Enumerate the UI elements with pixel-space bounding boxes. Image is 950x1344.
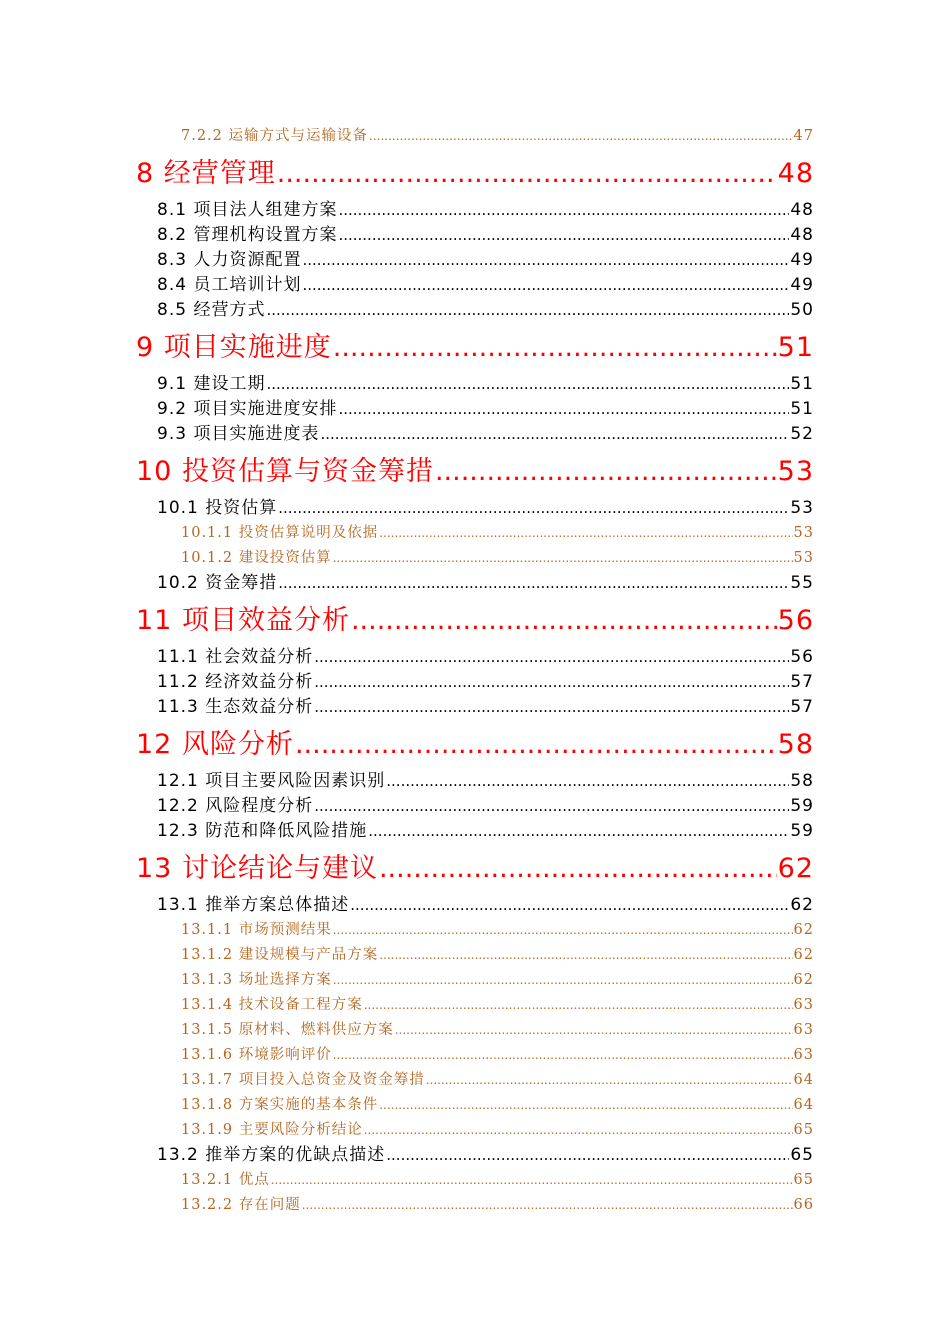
toc-page-number: 49 bbox=[790, 250, 814, 270]
toc-entry-title: 8.3 人力资源配置 bbox=[157, 250, 302, 270]
dot-leader bbox=[333, 546, 793, 571]
toc-subsection-entry[interactable] bbox=[136, 546, 814, 571]
toc-subsection-entry[interactable] bbox=[136, 1193, 814, 1218]
toc-section-entry[interactable] bbox=[136, 695, 814, 720]
toc-page-number: 62 bbox=[793, 947, 814, 963]
toc-section-entry[interactable] bbox=[136, 372, 814, 397]
dot-leader bbox=[338, 223, 789, 248]
toc-chapter-entry[interactable] bbox=[136, 720, 814, 769]
toc-subsection-entry[interactable] bbox=[136, 918, 814, 943]
toc-page-number: 49 bbox=[790, 275, 814, 295]
dot-leader bbox=[395, 1018, 793, 1043]
toc-section-entry[interactable] bbox=[136, 298, 814, 323]
toc-entry-title: 8 经营管理 bbox=[136, 158, 276, 189]
toc-entry-title: 7.2.2 运输方式与运输设备 bbox=[181, 128, 369, 144]
toc-page-number: 53 bbox=[793, 525, 814, 541]
toc-section-entry[interactable] bbox=[136, 1143, 814, 1168]
toc-entry-title: 11.1 社会效益分析 bbox=[157, 647, 314, 667]
dot-leader bbox=[320, 422, 789, 447]
toc-subsection-entry[interactable] bbox=[136, 1068, 814, 1093]
toc-entry-title: 13.2.2 存在问题 bbox=[181, 1197, 301, 1213]
toc-page-number: 65 bbox=[793, 1172, 814, 1188]
toc-entry-title: 10 投资估算与资金筹措 bbox=[136, 456, 434, 487]
toc-subsection-entry[interactable] bbox=[136, 521, 814, 546]
toc-subsection-entry[interactable] bbox=[136, 1118, 814, 1143]
toc-subsection-entry[interactable] bbox=[136, 1043, 814, 1068]
toc-page-number: 64 bbox=[793, 1072, 814, 1088]
toc-page-number: 51 bbox=[777, 332, 814, 363]
dot-leader bbox=[278, 571, 789, 596]
toc-entry-title: 9.3 项目实施进度表 bbox=[157, 424, 320, 444]
toc-entry-title: 13.1.6 环境影响评价 bbox=[181, 1047, 332, 1063]
dot-leader bbox=[351, 596, 777, 645]
toc-page-number: 62 bbox=[777, 853, 814, 884]
dot-leader bbox=[266, 298, 789, 323]
dot-leader bbox=[302, 1193, 793, 1218]
toc-entry-title: 12.2 风险程度分析 bbox=[157, 796, 314, 816]
toc-entry-title: 9.1 建设工期 bbox=[157, 374, 266, 394]
toc-entry-title: 8.4 员工培训计划 bbox=[157, 275, 302, 295]
toc-entry-title: 10.2 资金筹措 bbox=[157, 573, 278, 593]
dot-leader bbox=[435, 447, 777, 496]
toc-entry-title: 13.1.5 原材料、燃料供应方案 bbox=[181, 1022, 394, 1038]
toc-page-number: 53 bbox=[790, 498, 814, 518]
toc-entry-title: 13.2 推举方案的优缺点描述 bbox=[157, 1145, 386, 1165]
toc-entry-title: 13.1.9 主要风险分析结论 bbox=[181, 1122, 363, 1138]
dot-leader bbox=[314, 794, 789, 819]
toc-entry-title: 10.1.2 建设投资估算 bbox=[181, 550, 332, 566]
toc-page-number: 56 bbox=[777, 605, 814, 636]
toc-entry-title: 8.5 经营方式 bbox=[157, 300, 266, 320]
toc-page-number: 64 bbox=[793, 1097, 814, 1113]
toc-section-entry[interactable] bbox=[136, 273, 814, 298]
toc-page-number: 58 bbox=[790, 771, 814, 791]
dot-leader bbox=[314, 645, 789, 670]
toc-page-number: 55 bbox=[790, 573, 814, 593]
toc-page-number: 53 bbox=[777, 456, 814, 487]
dot-leader bbox=[333, 323, 777, 372]
dot-leader bbox=[271, 1168, 793, 1193]
toc-entry-title: 11 项目效益分析 bbox=[136, 605, 350, 636]
toc-entry-title: 13.1.2 建设规模与产品方案 bbox=[181, 947, 379, 963]
dot-leader bbox=[266, 372, 789, 397]
toc-page-number: 65 bbox=[790, 1145, 814, 1165]
toc-entry-title: 11.3 生态效益分析 bbox=[157, 697, 314, 717]
dot-leader bbox=[302, 273, 789, 298]
dot-leader bbox=[277, 149, 777, 198]
toc-page-number: 48 bbox=[790, 200, 814, 220]
toc-chapter-entry[interactable] bbox=[136, 323, 814, 372]
toc-page-number: 59 bbox=[790, 796, 814, 816]
toc-section-entry[interactable] bbox=[136, 819, 814, 844]
toc-section-entry[interactable] bbox=[136, 893, 814, 918]
toc-entry-title: 13 讨论结论与建议 bbox=[136, 853, 378, 884]
toc-section-entry[interactable] bbox=[136, 397, 814, 422]
toc-subsection-entry[interactable] bbox=[136, 124, 814, 149]
dot-leader bbox=[369, 124, 793, 149]
toc-page-number: 57 bbox=[790, 697, 814, 717]
toc-page-number: 56 bbox=[790, 647, 814, 667]
dot-leader bbox=[295, 720, 777, 769]
toc-entry-title: 8.1 项目法人组建方案 bbox=[157, 200, 338, 220]
dot-leader bbox=[379, 521, 792, 546]
toc-page-number: 50 bbox=[790, 300, 814, 320]
toc-entry-title: 8.2 管理机构设置方案 bbox=[157, 225, 338, 245]
toc-entry-title: 13.1.4 技术设备工程方案 bbox=[181, 997, 363, 1013]
toc-entry-title: 12.1 项目主要风险因素识别 bbox=[157, 771, 386, 791]
toc-section-entry[interactable] bbox=[136, 794, 814, 819]
toc-section-entry[interactable] bbox=[136, 198, 814, 223]
toc-chapter-entry[interactable] bbox=[136, 844, 814, 893]
toc-page-number: 62 bbox=[790, 895, 814, 915]
dot-leader bbox=[278, 496, 789, 521]
toc-page-number: 63 bbox=[793, 997, 814, 1013]
toc-page-number: 63 bbox=[793, 1022, 814, 1038]
dot-leader bbox=[350, 893, 789, 918]
dot-leader bbox=[338, 397, 789, 422]
toc-subsection-entry[interactable] bbox=[136, 1093, 814, 1118]
toc-page-number: 48 bbox=[777, 158, 814, 189]
dot-leader bbox=[379, 1093, 792, 1118]
toc-entry-title: 10.1.1 投资估算说明及依据 bbox=[181, 525, 379, 541]
toc-section-entry[interactable] bbox=[136, 670, 814, 695]
toc-page-number: 48 bbox=[790, 225, 814, 245]
toc-section-entry[interactable] bbox=[136, 571, 814, 596]
toc-subsection-entry[interactable] bbox=[136, 968, 814, 993]
toc-subsection-entry[interactable] bbox=[136, 1168, 814, 1193]
toc-section-entry[interactable] bbox=[136, 496, 814, 521]
toc-page-number: 53 bbox=[793, 550, 814, 566]
table-of-contents bbox=[136, 124, 814, 1218]
dot-leader bbox=[386, 1143, 789, 1168]
toc-page-number: 57 bbox=[790, 672, 814, 692]
toc-section-entry[interactable] bbox=[136, 248, 814, 273]
toc-chapter-entry[interactable] bbox=[136, 447, 814, 496]
toc-section-entry[interactable] bbox=[136, 422, 814, 447]
toc-entry-title: 12.3 防范和降低风险措施 bbox=[157, 821, 368, 841]
toc-entry-title: 13.1.7 项目投入总资金及资金筹措 bbox=[181, 1072, 425, 1088]
toc-entry-title: 13.1.3 场址选择方案 bbox=[181, 972, 332, 988]
dot-leader bbox=[333, 918, 793, 943]
toc-chapter-entry[interactable] bbox=[136, 596, 814, 645]
dot-leader bbox=[426, 1068, 793, 1093]
toc-page-number: 62 bbox=[793, 972, 814, 988]
dot-leader bbox=[364, 993, 793, 1018]
dot-leader bbox=[314, 695, 789, 720]
dot-leader bbox=[333, 968, 793, 993]
toc-page-number: 52 bbox=[790, 424, 814, 444]
toc-entry-title: 13.1 推举方案总体描述 bbox=[157, 895, 350, 915]
toc-page-number: 65 bbox=[793, 1122, 814, 1138]
toc-entry-title: 13.1.1 市场预测结果 bbox=[181, 922, 332, 938]
toc-subsection-entry[interactable] bbox=[136, 1018, 814, 1043]
dot-leader bbox=[386, 769, 789, 794]
dot-leader bbox=[379, 943, 792, 968]
toc-entry-title: 10.1 投资估算 bbox=[157, 498, 278, 518]
toc-page-number: 58 bbox=[777, 729, 814, 760]
toc-entry-title: 12 风险分析 bbox=[136, 729, 294, 760]
toc-chapter-entry[interactable] bbox=[136, 149, 814, 198]
toc-entry-title: 13.1.8 方案实施的基本条件 bbox=[181, 1097, 379, 1113]
toc-page-number: 51 bbox=[790, 374, 814, 394]
toc-page-number: 63 bbox=[793, 1047, 814, 1063]
dot-leader bbox=[333, 1043, 793, 1068]
toc-page-number: 66 bbox=[793, 1197, 814, 1213]
dot-leader bbox=[379, 844, 777, 893]
dot-leader bbox=[338, 198, 789, 223]
toc-subsection-entry[interactable] bbox=[136, 993, 814, 1018]
toc-subsection-entry[interactable] bbox=[136, 943, 814, 968]
dot-leader bbox=[364, 1118, 793, 1143]
dot-leader bbox=[314, 670, 789, 695]
toc-section-entry[interactable] bbox=[136, 223, 814, 248]
toc-section-entry[interactable] bbox=[136, 645, 814, 670]
toc-page-number: 59 bbox=[790, 821, 814, 841]
dot-leader bbox=[302, 248, 789, 273]
toc-page-number: 47 bbox=[793, 128, 814, 144]
toc-entry-title: 13.2.1 优点 bbox=[181, 1172, 270, 1188]
toc-entry-title: 11.2 经济效益分析 bbox=[157, 672, 314, 692]
dot-leader bbox=[368, 819, 789, 844]
toc-entry-title: 9.2 项目实施进度安排 bbox=[157, 399, 338, 419]
toc-page-number: 62 bbox=[793, 922, 814, 938]
toc-page-number: 51 bbox=[790, 399, 814, 419]
toc-section-entry[interactable] bbox=[136, 769, 814, 794]
toc-entry-title: 9 项目实施进度 bbox=[136, 332, 332, 363]
